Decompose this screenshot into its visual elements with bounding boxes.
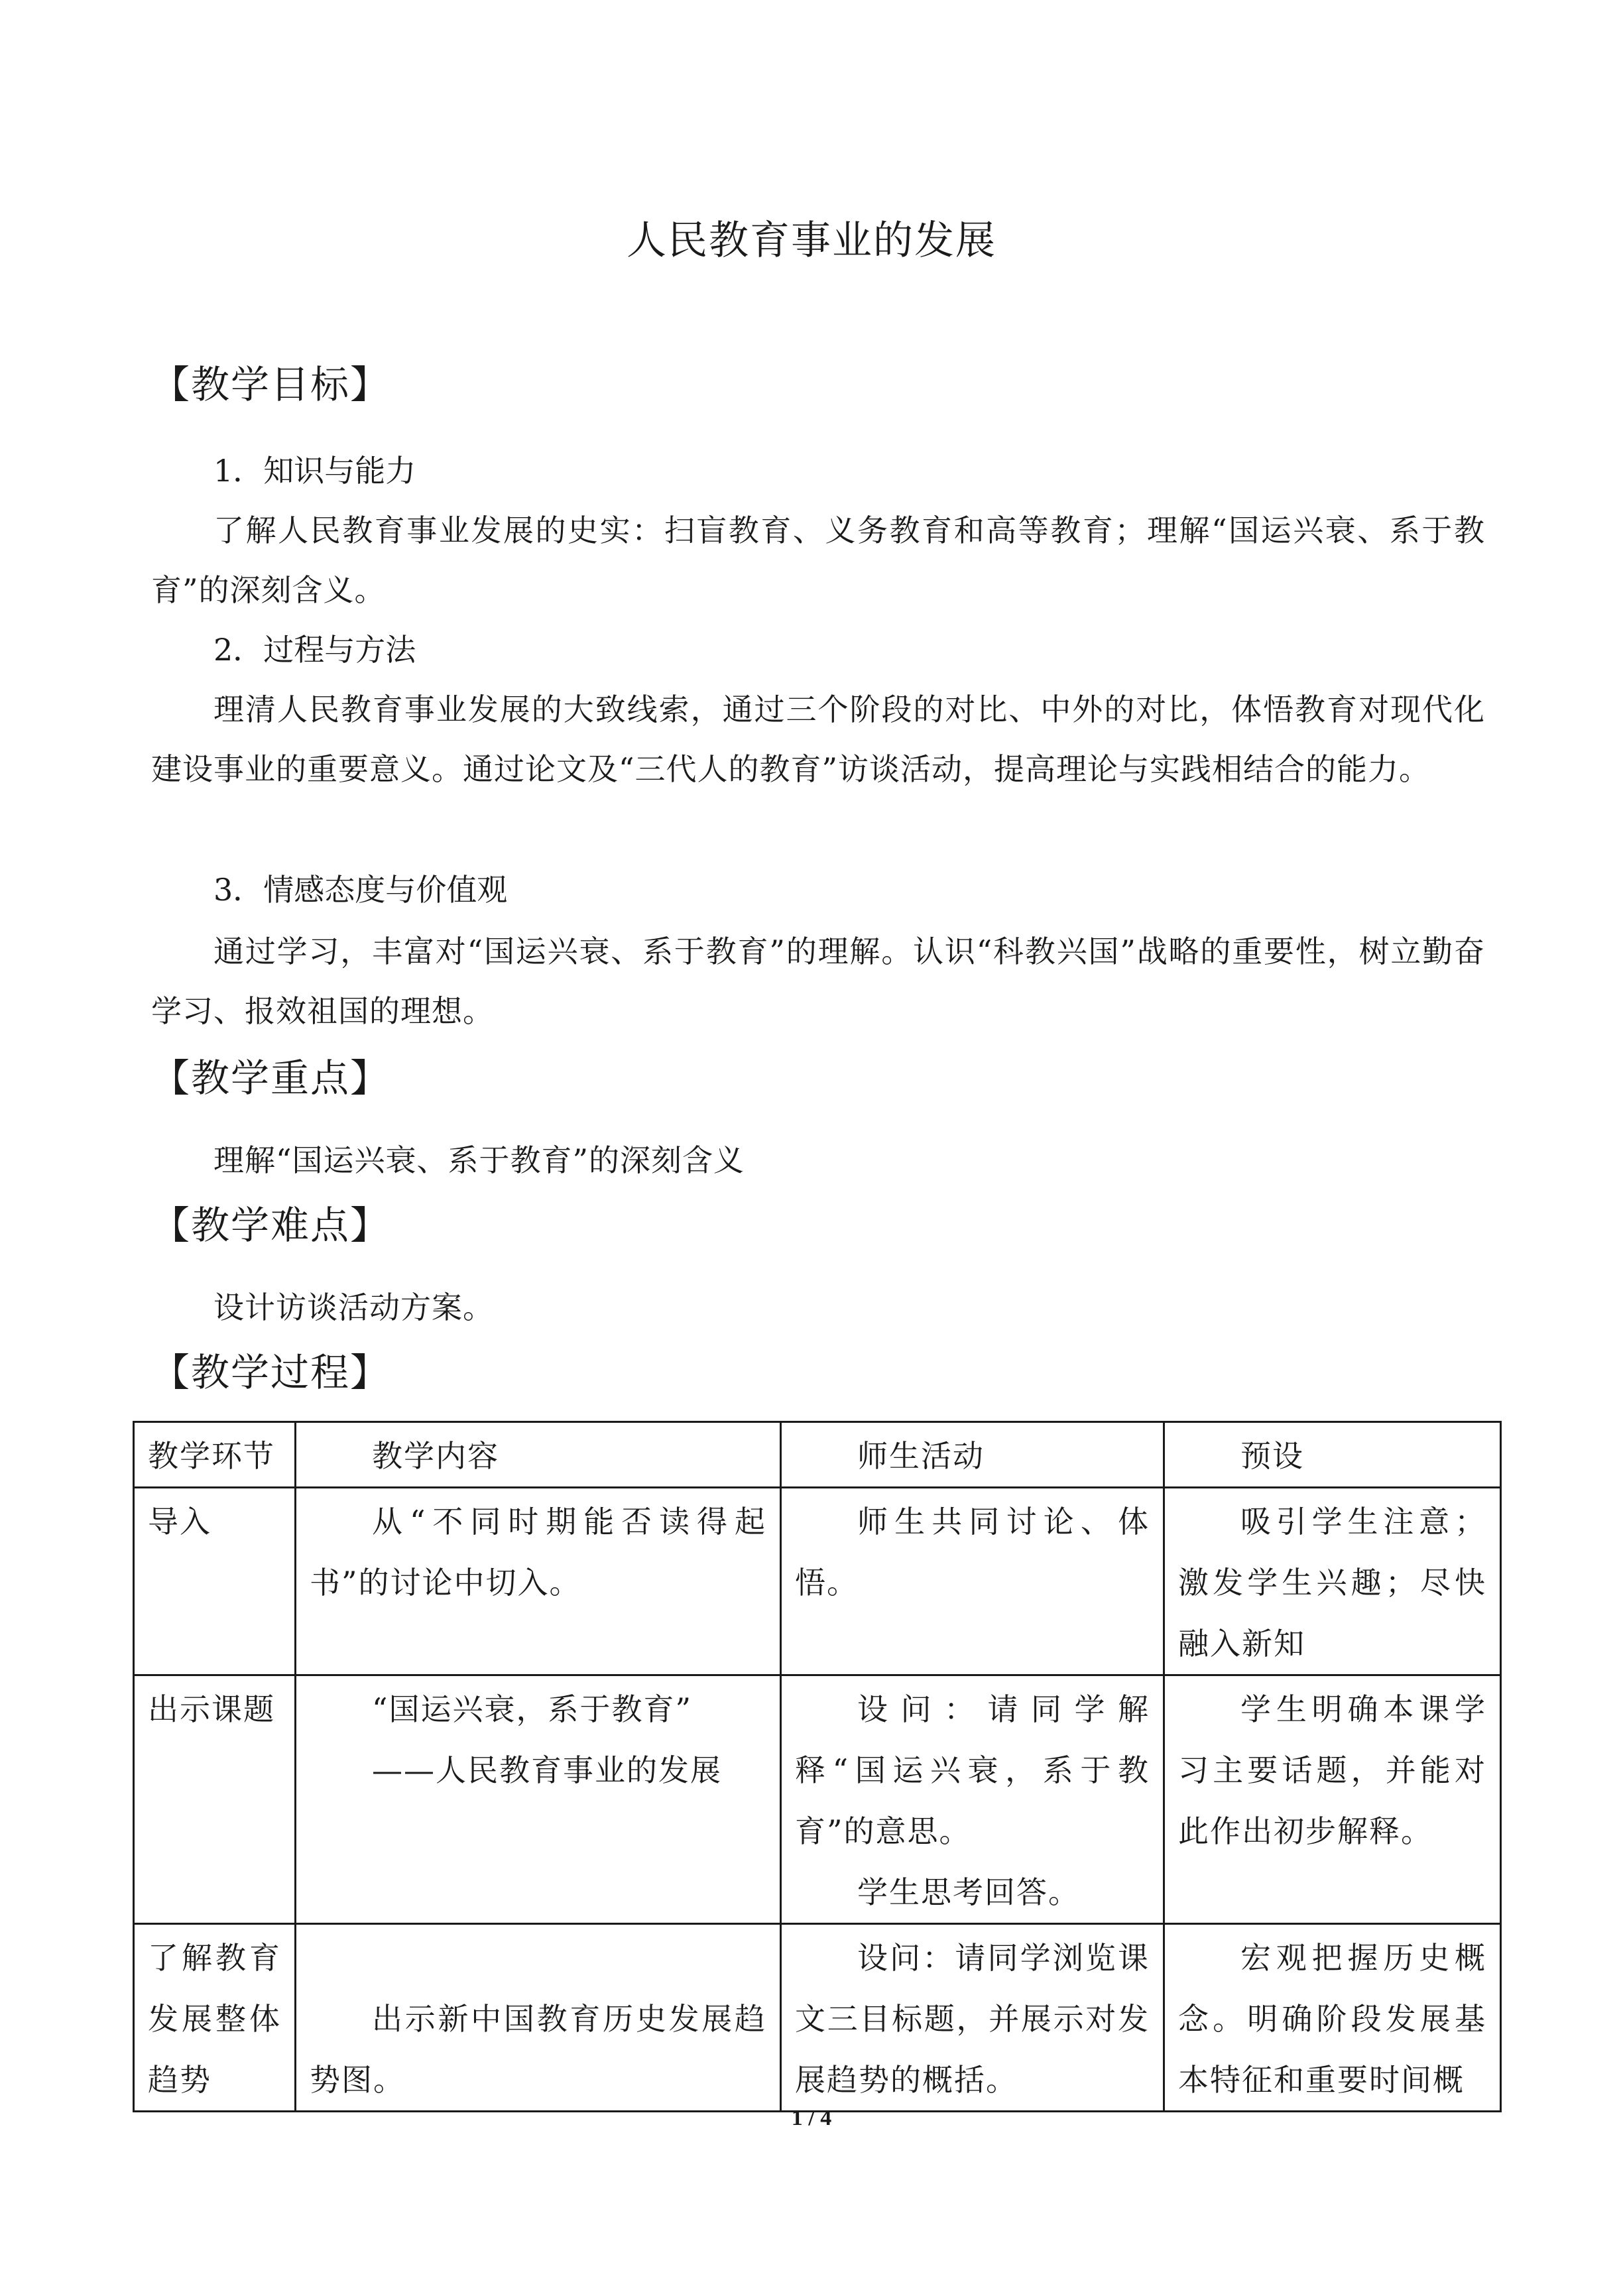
activity-cell <box>781 1675 1164 1924</box>
page-number: 1 / 4 <box>791 2106 832 2130</box>
objectives-heading: 【教学目标】 <box>151 362 391 407</box>
table-header-row <box>134 1422 1501 1488</box>
table-row <box>134 1488 1501 1675</box>
table-row <box>134 1924 1501 2112</box>
objective-1-text: 了解人民教育事业发展的史实：扫盲教育、义务教育和高等教育；理解“国运兴衰、系于教育”的深刻含义。 <box>151 513 1485 608</box>
stage-cell: 出示课题 <box>134 1675 296 1924</box>
content-line: 出示新中国教育历史发展趋势图。 <box>310 2001 766 2098</box>
content-line: 从“不同时期能否读得起书”的讨论中切入。 <box>310 1504 766 1601</box>
key-points-heading: 【教学重点】 <box>151 1056 391 1101</box>
page-title: 人民教育事业的发展 <box>627 217 996 264</box>
objective-2-label: 2．过程与方法 <box>213 632 416 668</box>
content-line: “国运兴衰，系于教育” <box>372 1691 693 1727</box>
objective-3-label: 3．情感态度与价值观 <box>213 872 508 908</box>
table-header-cell: 教学环节 <box>134 1422 296 1488</box>
content-cell <box>296 1675 781 1924</box>
content-line: ——人民教育事业的发展 <box>372 1752 722 1788</box>
objective-3-text: 通过学习，丰富对“国运兴衰、系于教育”的理解。认识“科教兴国”战略的重要性，树立勤奋学习、报效祖国的理想。 <box>151 934 1485 1029</box>
stage-cell: 了解教育发展整体趋势 <box>134 1924 296 2112</box>
design-line: 吸引学生注意；激发学生兴趣；尽快融入新知 <box>1178 1504 1486 1662</box>
stage-cell: 导入 <box>134 1488 296 1675</box>
objective-1-label: 1．知识与能力 <box>213 453 416 489</box>
process-heading: 【教学过程】 <box>151 1350 391 1395</box>
table-header-cell: 预设 <box>1164 1422 1501 1488</box>
activity-line: 师生共同讨论、体悟。 <box>795 1504 1150 1601</box>
design-line: 宏观把握历史概念。明确阶段发展基本特征和重要时间概 <box>1178 1940 1486 2098</box>
design-cell <box>1164 1488 1501 1675</box>
design-line: 学生明确本课学习主要话题，并能对此作出初步解释。 <box>1178 1691 1486 1849</box>
activity-cell <box>781 1488 1164 1675</box>
teaching-process-table <box>133 1421 1502 2112</box>
activity-line: 设问：请同学浏览课文三目标题，并展示对发展趋势的概括。 <box>795 1940 1150 2098</box>
design-cell <box>1164 1924 1501 2112</box>
difficulties-heading: 【教学难点】 <box>151 1203 391 1248</box>
content-cell <box>296 1924 781 2112</box>
activity-line: 设问：请同学解释“国运兴衰，系于教育”的意思。 <box>795 1691 1150 1849</box>
content-cell <box>296 1488 781 1675</box>
difficulties-text: 设计访谈活动方案。 <box>213 1290 494 1325</box>
design-cell <box>1164 1675 1501 1924</box>
table-header-cell: 师生活动 <box>781 1422 1164 1488</box>
table-header-cell: 教学内容 <box>296 1422 781 1488</box>
table-row <box>134 1675 1501 1924</box>
activity-cell <box>781 1924 1164 2112</box>
activity-line: 学生思考回答。 <box>857 1874 1080 1910</box>
key-points-text: 理解“国运兴衰、系于教育”的深刻含义 <box>213 1142 745 1178</box>
objective-2-text: 理清人民教育事业发展的大致线索，通过三个阶段的对比、中外的对比，体悟教育对现代化建设事业的重要意义。通过论文及“三代人的教育”访谈活动，提高理论与实践相结合的能力。 <box>151 692 1485 787</box>
